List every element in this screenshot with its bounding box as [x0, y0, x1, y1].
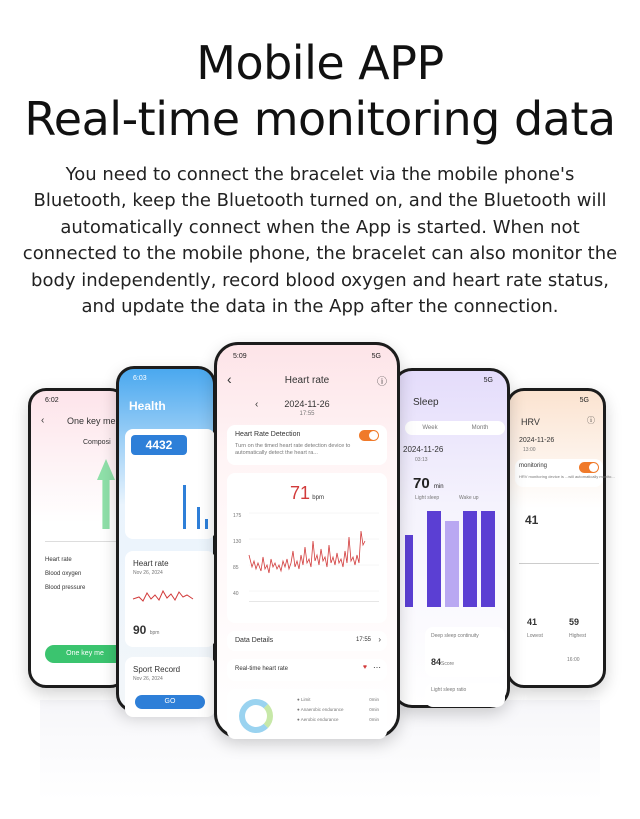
sleep-date: 2024-11-26 [403, 445, 444, 454]
heart-icon: ♥ [362, 664, 367, 671]
data-details-label: Data Details [235, 637, 274, 644]
tab-month[interactable]: Month [471, 425, 489, 431]
phone-left [116, 366, 216, 712]
more-icon[interactable]: ⋯ [373, 663, 381, 672]
highest-value: 59 [569, 617, 580, 627]
description-text: You need to connect the bracelet via the mobile phone's Bluetooth, keep the Bluetooth turned on, and the Bluetooth will automatically connect when the App is started. When not connected to the mobile phone, the bracelet can also monitor the body independently, record blood oxygen and heart rate status, and update the data in the App after the connection. [22, 164, 618, 318]
sport-record-card[interactable] [125, 657, 215, 717]
row-blood-pressure: Blood pressure [45, 585, 86, 591]
screen-title: One key me [67, 416, 116, 426]
one-key-measure-button[interactable] [45, 645, 125, 663]
steps-bar [183, 485, 186, 529]
hrv-date: 2024-11-26 [519, 437, 555, 444]
heart-rate-line-chart [249, 511, 379, 601]
zone-anaerobic-value: 0min [369, 707, 379, 712]
screen-title: Heart rate [284, 375, 330, 386]
monitoring-card [515, 459, 615, 487]
metrics-card [39, 551, 123, 631]
status-network: 5G [483, 377, 493, 384]
highest-label: Highest [569, 633, 586, 639]
screen-title: HRV [521, 417, 540, 427]
headline-line1: Mobile APP [196, 36, 444, 90]
realtime-label: Real-time heart rate [235, 666, 289, 672]
zones-card [227, 689, 387, 739]
y-tick: 85 [233, 565, 239, 571]
steps-card[interactable] [125, 429, 215, 539]
go-label: GO [164, 698, 176, 705]
detection-toggle[interactable] [359, 430, 379, 441]
info-icon[interactable]: ⓘ [587, 416, 595, 425]
realtime-hr-row[interactable] [227, 659, 387, 681]
info-icon[interactable]: ⓘ [377, 377, 387, 388]
status-time: 5:09 [233, 353, 247, 360]
date-label: 2024-11-26 [284, 399, 330, 409]
chart-axis [45, 541, 123, 542]
y-tick: 175 [233, 513, 242, 519]
steps-bar [197, 507, 200, 529]
lowest-value: 41 [527, 617, 538, 627]
sleep-bar [405, 535, 413, 607]
status-network: 5G [579, 397, 589, 404]
zone-limit: ● Limit [297, 697, 311, 702]
status-network: 5G [371, 353, 381, 360]
phone-center [214, 342, 400, 738]
monitoring-toggle[interactable] [579, 462, 599, 473]
back-icon[interactable]: ‹ [41, 415, 45, 426]
detection-title: Heart Rate Detection [235, 431, 301, 438]
steps-value: 4432 [145, 438, 173, 452]
row-heart-rate: Heart rate [45, 557, 72, 563]
legend-light-sleep: Light sleep [415, 495, 440, 501]
monitoring-desc: HRV monitoring device is ...will automatically monito... [519, 474, 615, 479]
status-time: 6:02 [45, 397, 59, 404]
lowest-label: Lowest [527, 633, 543, 639]
headline-line2: Real-time monitoring data [24, 92, 616, 146]
hr-title: Heart rate [133, 559, 169, 568]
deep-sleep-title: Deep sleep continuity [431, 633, 479, 639]
light-sleep-card[interactable] [425, 683, 505, 707]
zones-donut [239, 699, 273, 733]
detection-card [227, 425, 387, 465]
screen-title: Health [129, 399, 166, 413]
hrv-time: 13:00 [523, 447, 536, 453]
phone-far-left [28, 388, 128, 688]
hr-value: 90 bpm [133, 623, 160, 637]
sleep-bar [445, 521, 459, 607]
zone-limit-value: 0min [369, 697, 379, 702]
period-tabs [405, 421, 505, 435]
hrv-range-card [515, 609, 603, 649]
legend-wake-up: Wake up [459, 495, 479, 501]
x-axis [249, 601, 379, 602]
phone-right [392, 368, 510, 708]
heart-rate-chart-card [227, 473, 387, 623]
composite-label: Composi [83, 439, 111, 446]
hr-mini-chart [133, 585, 193, 607]
bpm-value: 71 [290, 483, 311, 503]
chevron-right-icon: › [378, 635, 381, 644]
deep-sleep-score: 84Score [431, 657, 455, 667]
detection-desc: Turn on the timed heart rate detection device to automatically detect the heart ra... [235, 443, 351, 456]
hrv-clock: 16:00 [567, 657, 580, 663]
zone-aerobic: ● Aerobic endurance [297, 717, 339, 722]
sleep-duration: 70 min [413, 475, 444, 492]
sleep-date-sub: 03:13 [415, 457, 428, 463]
phone-far-right [506, 388, 615, 688]
sport-title: Sport Record [133, 665, 181, 674]
sleep-bar [463, 511, 477, 607]
bpm-unit: bpm [312, 495, 324, 501]
bpm-display [227, 483, 387, 504]
row-blood-oxygen: Blood oxygen [45, 571, 82, 577]
steps-bar [205, 519, 208, 529]
prev-date-icon[interactable]: ‹ [255, 399, 259, 410]
sport-date: Nov 26, 2024 [133, 676, 163, 682]
zone-anaerobic: ● Anaerobic endurance [297, 707, 344, 712]
steps-badge [131, 435, 187, 455]
data-details-row[interactable] [227, 631, 387, 651]
deep-sleep-card[interactable] [425, 627, 505, 677]
sleep-bar [427, 511, 441, 607]
screen-title: Sleep [413, 397, 439, 408]
tab-week[interactable]: Week [422, 425, 438, 431]
y-tick: 130 [233, 539, 242, 545]
data-details-time: 17:55 [355, 637, 371, 643]
phones-scene [0, 340, 640, 819]
trend-arrow-icon [97, 459, 115, 529]
sleep-chart [405, 507, 505, 607]
sleep-bar [481, 511, 495, 607]
time-label: 17:55 [299, 411, 315, 417]
zone-aerobic-value: 0min [369, 717, 379, 722]
y-tick: 40 [233, 591, 239, 597]
hr-date: Nov 26, 2024 [133, 570, 163, 576]
go-button[interactable] [135, 695, 205, 709]
button-label: One key me [66, 650, 104, 657]
heart-rate-card[interactable] [125, 551, 215, 647]
back-icon[interactable]: ‹ [227, 371, 232, 387]
hrv-value: 41 [525, 513, 539, 527]
status-time: 6:03 [133, 375, 147, 382]
light-sleep-title: Light sleep ratio [431, 687, 467, 693]
monitoring-title: monitoring [519, 463, 548, 469]
hrv-chart-line [519, 563, 599, 564]
